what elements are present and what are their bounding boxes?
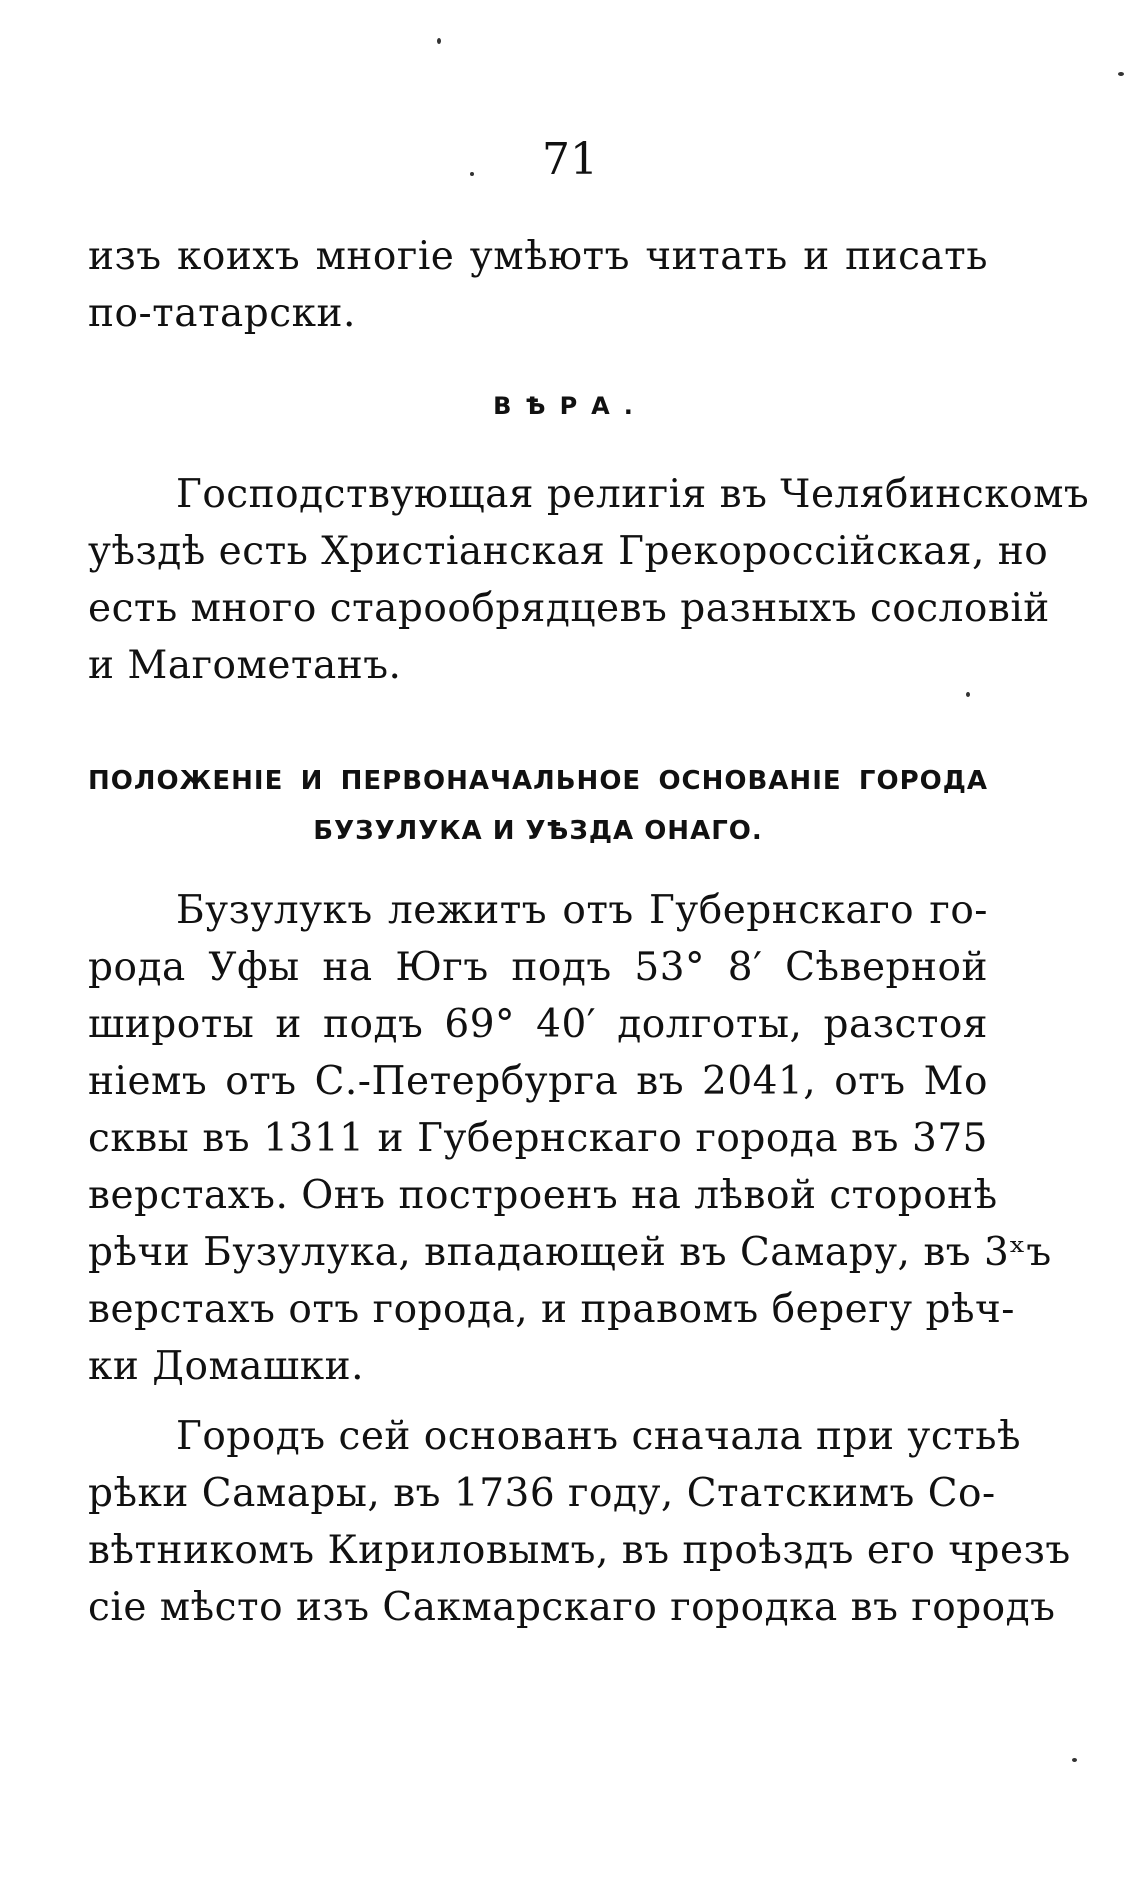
ink-speck: [437, 38, 441, 44]
heading-line: ПОЛОЖЕНІЕ И ПЕРВОНАЧАЛЬНОЕ ОСНОВАНІЕ ГОРОДА: [88, 766, 988, 796]
text-line: по-татарски.: [88, 291, 356, 336]
ink-speck: [1072, 1758, 1077, 1762]
section-heading-vera: ВѢРА.: [493, 392, 647, 420]
text-line: есть много старообрядцевъ разныхъ сословій: [88, 586, 1050, 631]
text-line: сіе мѣсто изъ Сакмарскаго городка въ городъ: [88, 1585, 1056, 1630]
intro-paragraph: [88, 228, 988, 342]
text-line: вѣтникомъ Кириловымъ, въ проѣздъ его чрезъ: [88, 1528, 1071, 1573]
text-line: широты и подъ 69° 40′ долготы, разстоя: [88, 1002, 988, 1047]
text-line: уѣздѣ есть Христіанская Грекороссійская, но: [88, 529, 1049, 574]
text-line: ніемъ отъ С.-Петербурга въ 2041, отъ Мо: [88, 1059, 988, 1104]
polozhenie-paragraph-2: [88, 1408, 1071, 1636]
text-line: верстахъ. Онъ построенъ на лѣвой сторонѣ: [88, 1173, 998, 1218]
text-line: Господствующая религія въ Челябинскомъ: [176, 472, 1090, 517]
text-line: верстахъ отъ города, и правомъ берегу рѣч-: [88, 1287, 1015, 1332]
text-line: ки Домашки.: [88, 1344, 365, 1389]
text-line: изъ коихъ многіе умѣютъ читать и писать: [88, 234, 988, 279]
heading-line: БУЗУЛУКА И УѢЗДА ОНАГО.: [313, 816, 763, 846]
vera-paragraph: [88, 466, 1090, 694]
page-number: 71: [542, 134, 598, 185]
text-line: и Магометанъ.: [88, 643, 402, 688]
text-line: сквы въ 1311 и Губернскаго города въ 375: [88, 1116, 988, 1161]
ink-speck: [1118, 72, 1124, 76]
section-heading-polozhenie: [88, 756, 988, 856]
text-line: Городъ сей основанъ сначала при устьѣ: [176, 1414, 1022, 1459]
polozhenie-paragraph-1: [88, 882, 1052, 1395]
text-line: рода Уфы на Югъ подъ 53° 8′ Сѣверной: [88, 945, 988, 990]
text-line: Бузулукъ лежитъ отъ Губернскаго го-: [176, 888, 988, 933]
text-line: рѣки Самары, въ 1736 году, Статскимъ Со-: [88, 1471, 996, 1516]
text-line: рѣчи Бузулука, впадающей въ Самару, въ 3ˣъ: [88, 1230, 1052, 1275]
